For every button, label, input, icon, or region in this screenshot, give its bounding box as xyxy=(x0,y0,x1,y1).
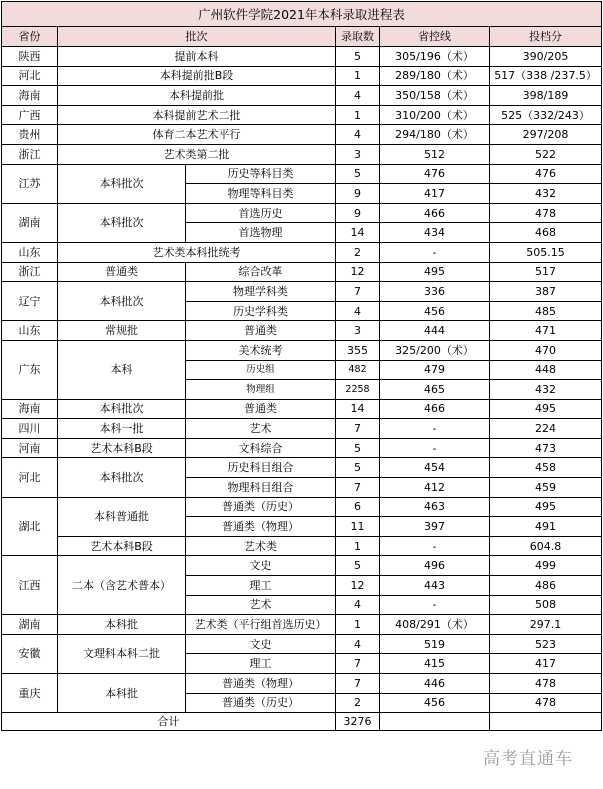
count-cell: 4 xyxy=(336,301,380,321)
control-line-cell: 479 xyxy=(380,360,490,380)
score-cell: 476 xyxy=(490,164,602,184)
category-cell: 物理科目组合 xyxy=(186,478,336,498)
control-line-cell: 466 xyxy=(380,203,490,223)
count-cell: 6 xyxy=(336,497,380,517)
count-cell: 355 xyxy=(336,340,380,360)
total-empty-control xyxy=(380,713,490,731)
province-cell: 湖南 xyxy=(2,203,58,242)
count-cell: 14 xyxy=(336,399,380,419)
control-line-cell: 446 xyxy=(380,674,490,694)
control-line-cell: 294/180（术） xyxy=(380,125,490,145)
count-cell: 7 xyxy=(336,654,380,674)
score-cell: 523 xyxy=(490,634,602,654)
category-cell: 综合改革 xyxy=(186,262,336,282)
score-cell: 517 xyxy=(490,262,602,282)
province-cell: 贵州 xyxy=(2,125,58,145)
table-row xyxy=(2,321,602,341)
province-cell: 河北 xyxy=(2,458,58,497)
count-cell: 1 xyxy=(336,66,380,86)
batch-cell: 本科提前批 xyxy=(58,86,336,106)
count-cell: 4 xyxy=(336,125,380,145)
batch-cell: 本科提前批B段 xyxy=(58,66,336,86)
province-cell: 海南 xyxy=(2,399,58,419)
province-cell: 湖北 xyxy=(2,497,58,556)
count-cell: 2258 xyxy=(336,380,380,400)
table-row xyxy=(2,125,602,145)
province-cell: 四川 xyxy=(2,419,58,439)
score-cell: 525（332/243） xyxy=(490,105,602,125)
table-row xyxy=(2,47,602,67)
control-line-cell: 456 xyxy=(380,693,490,713)
batch-cell: 二本（含艺术普本） xyxy=(58,556,186,615)
count-cell: 7 xyxy=(336,419,380,439)
count-cell: 9 xyxy=(336,184,380,204)
category-cell: 物理学科类 xyxy=(186,282,336,302)
batch-cell: 普通类 xyxy=(58,262,186,282)
province-cell: 安徽 xyxy=(2,634,58,673)
control-line-cell: 465 xyxy=(380,380,490,400)
count-cell: 1 xyxy=(336,536,380,556)
control-line-cell: 310/200（术） xyxy=(380,105,490,125)
province-cell: 湖南 xyxy=(2,615,58,635)
score-cell: 459 xyxy=(490,478,602,498)
score-cell: 604.8 xyxy=(490,536,602,556)
score-cell: 495 xyxy=(490,497,602,517)
province-cell: 辽宁 xyxy=(2,282,58,321)
count-cell: 12 xyxy=(336,262,380,282)
category-cell: 物理等科目类 xyxy=(186,184,336,204)
control-line-cell: 463 xyxy=(380,497,490,517)
batch-cell: 常规批 xyxy=(58,321,186,341)
control-line-cell: 415 xyxy=(380,654,490,674)
table-row xyxy=(2,438,602,458)
batch-cell: 本科批 xyxy=(58,615,186,635)
category-cell: 普通类（历史） xyxy=(186,497,336,517)
score-cell: 478 xyxy=(490,674,602,694)
score-cell: 417 xyxy=(490,654,602,674)
table-row xyxy=(2,164,602,184)
header-score: 投档分 xyxy=(490,27,602,47)
batch-cell: 艺术类本科批统考 xyxy=(58,242,336,262)
header-count: 录取数 xyxy=(336,27,380,47)
control-line-cell: 495 xyxy=(380,262,490,282)
province-cell: 广东 xyxy=(2,340,58,399)
control-line-cell: 496 xyxy=(380,556,490,576)
table-row xyxy=(2,86,602,106)
category-cell: 历史组 xyxy=(186,360,336,380)
count-cell: 1 xyxy=(336,615,380,635)
control-line-cell: 336 xyxy=(380,282,490,302)
count-cell: 4 xyxy=(336,595,380,615)
watermark-text: 高考直通车 xyxy=(483,749,573,769)
batch-cell: 艺术本科B段 xyxy=(58,438,186,458)
control-line-cell: - xyxy=(380,242,490,262)
category-cell: 文史 xyxy=(186,634,336,654)
count-cell: 4 xyxy=(336,634,380,654)
count-cell: 14 xyxy=(336,223,380,243)
control-line-cell: 519 xyxy=(380,634,490,654)
table-row xyxy=(2,536,602,556)
batch-cell: 本科提前艺术二批 xyxy=(58,105,336,125)
batch-cell: 本科 xyxy=(58,340,186,399)
score-cell: 517（338 /237.5） xyxy=(490,66,602,86)
control-line-cell: 350/158（术） xyxy=(380,86,490,106)
score-cell: 398/189 xyxy=(490,86,602,106)
score-cell: 297.1 xyxy=(490,615,602,635)
score-cell: 297/208 xyxy=(490,125,602,145)
score-cell: 485 xyxy=(490,301,602,321)
score-cell: 224 xyxy=(490,419,602,439)
control-line-cell: 434 xyxy=(380,223,490,243)
category-cell: 历史等科目类 xyxy=(186,164,336,184)
table-row xyxy=(2,497,602,517)
category-cell: 理工 xyxy=(186,654,336,674)
batch-cell: 文理科本科二批 xyxy=(58,634,186,673)
score-cell: 448 xyxy=(490,360,602,380)
count-cell: 7 xyxy=(336,478,380,498)
score-cell: 387 xyxy=(490,282,602,302)
batch-cell: 本科批次 xyxy=(58,399,186,419)
count-cell: 5 xyxy=(336,458,380,478)
category-cell: 美术统考 xyxy=(186,340,336,360)
table-row xyxy=(2,203,602,223)
category-cell: 历史科目组合 xyxy=(186,458,336,478)
total-row xyxy=(2,713,602,731)
count-cell: 2 xyxy=(336,693,380,713)
control-line-cell: 444 xyxy=(380,321,490,341)
total-count: 3276 xyxy=(336,713,380,731)
table-row xyxy=(2,615,602,635)
category-cell: 普通类（历史） xyxy=(186,693,336,713)
count-cell: 3 xyxy=(336,321,380,341)
table-row xyxy=(2,262,602,282)
province-cell: 河南 xyxy=(2,438,58,458)
province-cell: 浙江 xyxy=(2,262,58,282)
category-cell: 首选历史 xyxy=(186,203,336,223)
category-cell: 物理组 xyxy=(186,380,336,400)
control-line-cell: 456 xyxy=(380,301,490,321)
batch-cell: 本科一批 xyxy=(58,419,186,439)
control-line-cell: 397 xyxy=(380,517,490,537)
admission-table xyxy=(1,1,602,731)
total-empty-score xyxy=(490,713,602,731)
batch-cell: 本科批次 xyxy=(58,458,186,497)
province-cell: 海南 xyxy=(2,86,58,106)
table-row xyxy=(2,556,602,576)
province-cell: 江苏 xyxy=(2,164,58,203)
batch-cell: 体育二本艺术平行 xyxy=(58,125,336,145)
count-cell: 2 xyxy=(336,242,380,262)
control-line-cell: 408/291（术） xyxy=(380,615,490,635)
count-cell: 7 xyxy=(336,282,380,302)
control-line-cell: 454 xyxy=(380,458,490,478)
province-cell: 山东 xyxy=(2,242,58,262)
score-cell: 486 xyxy=(490,576,602,596)
table-row xyxy=(2,144,602,164)
table-row xyxy=(2,674,602,694)
header-province: 省份 xyxy=(2,27,58,47)
category-cell: 艺术类（平行组首选历史） xyxy=(186,615,336,635)
header-control-line: 省控线 xyxy=(380,27,490,47)
province-cell: 江西 xyxy=(2,556,58,615)
control-line-cell: 289/180（术） xyxy=(380,66,490,86)
province-cell: 浙江 xyxy=(2,144,58,164)
table-row xyxy=(2,419,602,439)
control-line-cell: - xyxy=(380,438,490,458)
score-cell: 505.15 xyxy=(490,242,602,262)
category-cell: 普通类（物理） xyxy=(186,517,336,537)
batch-cell: 艺术类第二批 xyxy=(58,144,336,164)
batch-cell: 本科批次 xyxy=(58,164,186,203)
province-cell: 广西 xyxy=(2,105,58,125)
count-cell: 4 xyxy=(336,86,380,106)
score-cell: 468 xyxy=(490,223,602,243)
batch-cell: 本科批次 xyxy=(58,203,186,242)
batch-cell: 提前本科 xyxy=(58,47,336,67)
category-cell: 首选物理 xyxy=(186,223,336,243)
count-cell: 7 xyxy=(336,674,380,694)
category-cell: 普通类 xyxy=(186,321,336,341)
category-cell: 艺术类 xyxy=(186,536,336,556)
control-line-cell: - xyxy=(380,419,490,439)
batch-cell: 本科批 xyxy=(58,674,186,713)
score-cell: 495 xyxy=(490,399,602,419)
count-cell: 5 xyxy=(336,47,380,67)
score-cell: 478 xyxy=(490,693,602,713)
province-cell: 重庆 xyxy=(2,674,58,713)
control-line-cell: 443 xyxy=(380,576,490,596)
score-cell: 522 xyxy=(490,144,602,164)
province-cell: 河北 xyxy=(2,66,58,86)
score-cell: 458 xyxy=(490,458,602,478)
table-row xyxy=(2,66,602,86)
header-row xyxy=(2,27,602,47)
category-cell: 艺术 xyxy=(186,419,336,439)
batch-cell: 本科普通批 xyxy=(58,497,186,536)
score-cell: 390/205 xyxy=(490,47,602,67)
count-cell: 12 xyxy=(336,576,380,596)
control-line-cell: - xyxy=(380,595,490,615)
count-cell: 482 xyxy=(336,360,380,380)
title-row xyxy=(2,2,602,27)
control-line-cell: 417 xyxy=(380,184,490,204)
table-title: 广州软件学院2021年本科录取进程表 xyxy=(2,2,602,27)
table-row xyxy=(2,242,602,262)
category-cell: 艺术 xyxy=(186,595,336,615)
category-cell: 文科综合 xyxy=(186,438,336,458)
table-row xyxy=(2,105,602,125)
control-line-cell: - xyxy=(380,536,490,556)
score-cell: 508 xyxy=(490,595,602,615)
control-line-cell: 412 xyxy=(380,478,490,498)
batch-cell: 艺术本科B段 xyxy=(58,536,186,556)
control-line-cell: 476 xyxy=(380,164,490,184)
score-cell: 473 xyxy=(490,438,602,458)
table-row xyxy=(2,458,602,478)
control-line-cell: 512 xyxy=(380,144,490,164)
category-cell: 普通类 xyxy=(186,399,336,419)
category-cell: 普通类（物理） xyxy=(186,674,336,694)
category-cell: 文史 xyxy=(186,556,336,576)
batch-cell: 本科批次 xyxy=(58,282,186,321)
control-line-cell: 305/196（术） xyxy=(380,47,490,67)
province-cell: 陕西 xyxy=(2,47,58,67)
score-cell: 471 xyxy=(490,321,602,341)
count-cell: 5 xyxy=(336,164,380,184)
count-cell: 9 xyxy=(336,203,380,223)
category-cell: 理工 xyxy=(186,576,336,596)
score-cell: 470 xyxy=(490,340,602,360)
table-row xyxy=(2,399,602,419)
count-cell: 5 xyxy=(336,556,380,576)
total-label: 合计 xyxy=(2,713,336,731)
score-cell: 491 xyxy=(490,517,602,537)
count-cell: 11 xyxy=(336,517,380,537)
header-batch: 批次 xyxy=(58,27,336,47)
score-cell: 499 xyxy=(490,556,602,576)
score-cell: 432 xyxy=(490,380,602,400)
count-cell: 1 xyxy=(336,105,380,125)
control-line-cell: 325/200（术） xyxy=(380,340,490,360)
table-row xyxy=(2,634,602,654)
control-line-cell: 466 xyxy=(380,399,490,419)
score-cell: 478 xyxy=(490,203,602,223)
count-cell: 5 xyxy=(336,438,380,458)
count-cell: 3 xyxy=(336,144,380,164)
table-row xyxy=(2,282,602,302)
score-cell: 432 xyxy=(490,184,602,204)
province-cell: 山东 xyxy=(2,321,58,341)
table-row xyxy=(2,340,602,360)
category-cell: 历史学科类 xyxy=(186,301,336,321)
